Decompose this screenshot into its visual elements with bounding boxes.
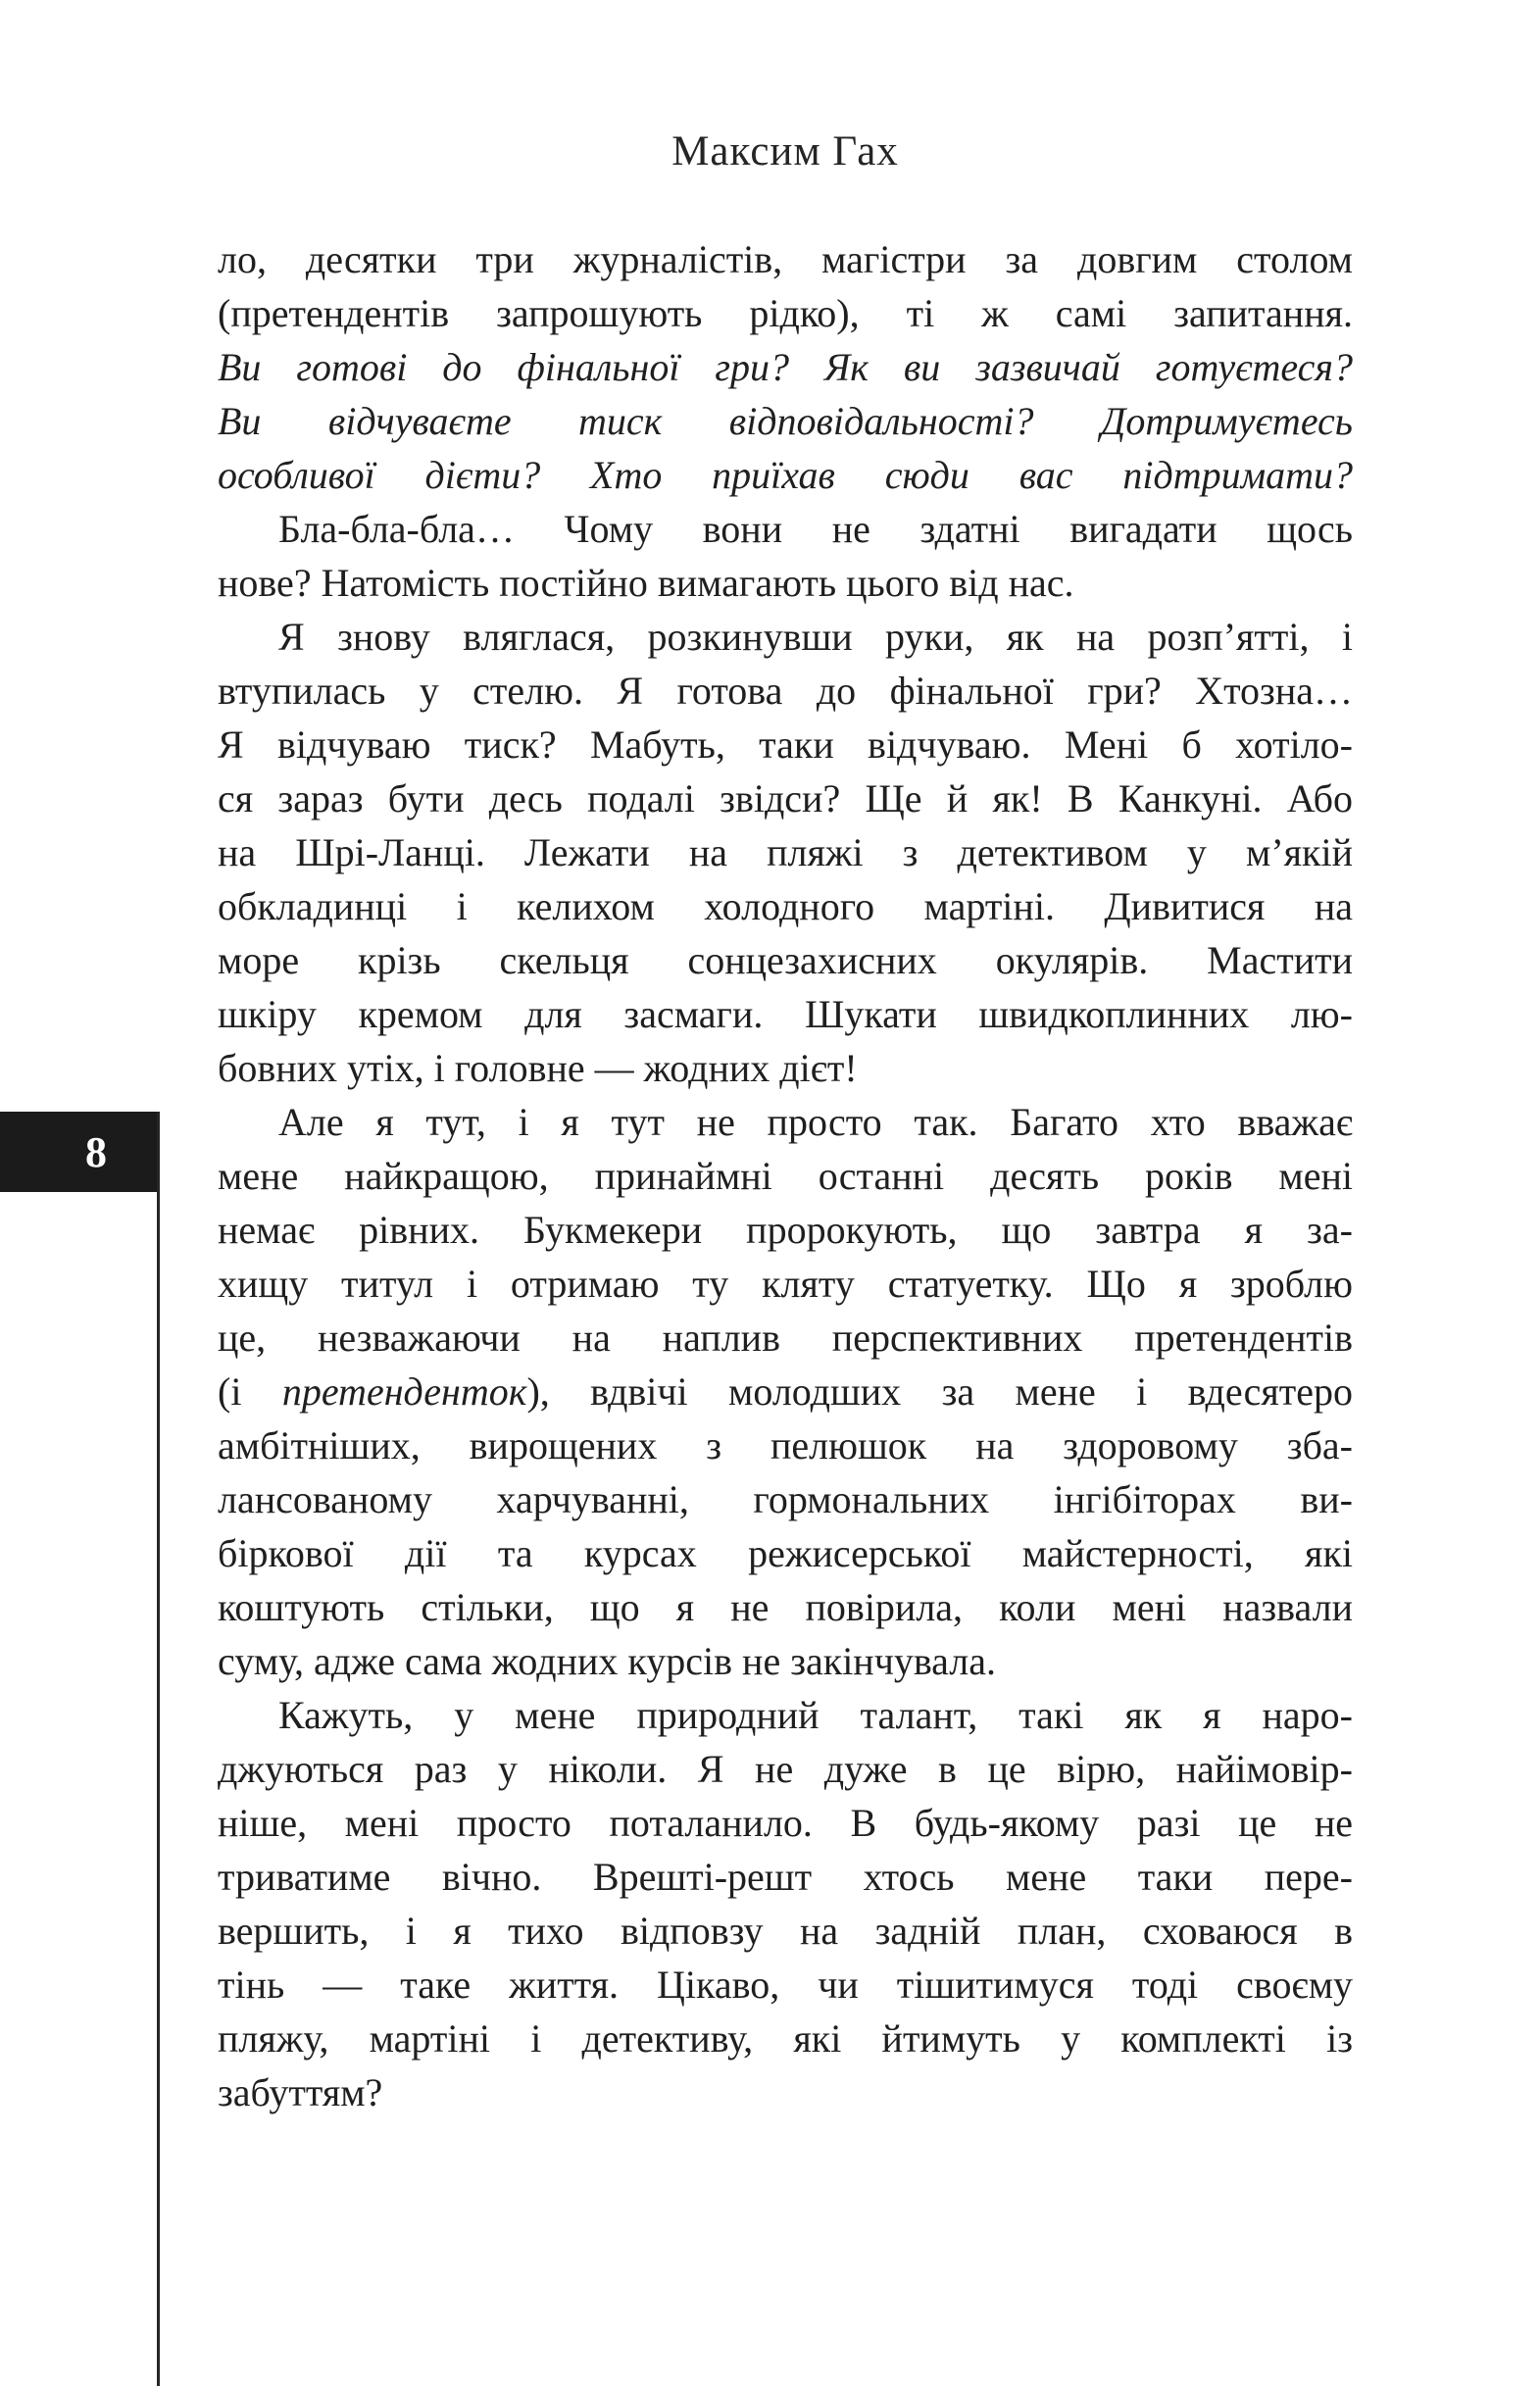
text-line <box>218 1257 1353 1311</box>
text-line <box>218 771 1353 825</box>
text-segment: лансованому харчуванні, гормональних інгібіторах ви- <box>218 1477 1353 1521</box>
text-segment: ся зараз бути десь подалі звідси? Ще й як! В Канкуні. Або <box>218 776 1353 820</box>
text-segment: втупилась у стелю. Я готова до фінальної гри? Хтозна… <box>218 669 1353 713</box>
text-line <box>218 1041 1353 1095</box>
text-segment: немає рівних. Букмекери пророкують, що завтра я за- <box>218 1208 1353 1252</box>
text-line <box>218 286 1353 340</box>
text-line <box>218 1634 1353 1688</box>
text-line <box>218 394 1353 448</box>
text-line <box>218 1526 1353 1580</box>
text-line <box>218 2065 1353 2119</box>
text-segment: на Шрі-Ланці. Лежати на пляжі з детективом у м’якій <box>218 830 1353 874</box>
text-line <box>218 448 1353 502</box>
text-line <box>218 1742 1353 1796</box>
text-segment: (претендентів запрошують рідко), ті ж самі запитання. <box>218 291 1353 335</box>
text-segment: Бла-бла-бла… Чому вони не здатні вигадати щось <box>278 507 1353 551</box>
text-segment: це, незважаючи на наплив перспективних претендентів <box>218 1316 1353 1360</box>
text-segment-italic: претенденток <box>281 1369 527 1414</box>
text-segment-italic: Ви відчуваєте тиск відповідальності? Дотримуєтесь <box>218 399 1353 443</box>
text-segment: Кажуть, у мене природний талант, такі як я наро- <box>278 1693 1353 1737</box>
text-line <box>218 664 1353 718</box>
text-segment: обкладинці і келихом холодного мартіні. Дивитися на <box>218 884 1353 928</box>
text-segment: коштують стільки, що я не повірила, коли мені назвали <box>218 1585 1353 1629</box>
text-segment: шкіру кремом для засмаги. Шукати швидкоплинних лю- <box>218 992 1353 1036</box>
text-segment: джуються раз у ніколи. Я не дуже в це вірю, найімовір- <box>218 1747 1353 1791</box>
text-block <box>218 232 1353 2119</box>
text-line <box>218 718 1353 771</box>
text-line <box>218 2012 1353 2065</box>
text-line <box>218 232 1353 286</box>
text-line <box>218 1095 1353 1149</box>
text-segment: ), вдвічі молодших за мене і вдесятеро <box>526 1369 1354 1414</box>
text-line <box>218 933 1353 987</box>
text-line <box>218 1958 1353 2012</box>
text-line <box>218 879 1353 933</box>
text-line <box>218 610 1353 664</box>
text-line <box>218 987 1353 1041</box>
text-segment: триватиме вічно. Врешті-решт хтось мене таки пере- <box>218 1855 1353 1899</box>
text-segment: суму, адже сама жодних курсів не закінчувала. <box>218 1639 997 1683</box>
text-line <box>218 1311 1353 1365</box>
page-number-tab <box>0 1112 159 1192</box>
text-line <box>218 1688 1353 1742</box>
text-segment: мене найкращою, принаймні останні десять років мені <box>218 1154 1353 1198</box>
text-segment: ніше, мені просто поталанило. В будь-якому разі це не <box>218 1801 1353 1845</box>
text-line <box>218 1796 1353 1850</box>
text-line <box>218 1365 1353 1418</box>
running-header: Максим Гах <box>671 128 899 174</box>
text-segment: море крізь скельця сонцезахисних окулярів. Мастити <box>218 938 1353 982</box>
text-line <box>218 502 1353 556</box>
text-line <box>218 1904 1353 1958</box>
text-line <box>218 1580 1353 1634</box>
text-line <box>218 1850 1353 1904</box>
text-line <box>218 1418 1353 1472</box>
text-segment: тінь — таке життя. Цікаво, чи тішитимуся тоді своєму <box>218 1963 1353 2007</box>
vertical-rule <box>157 1112 160 2386</box>
text-segment: амбітніших, вирощених з пелюшок на здоровому зба- <box>218 1423 1353 1467</box>
text-segment: нове? Натомість постійно вимагають цього від нас. <box>218 561 1074 605</box>
text-line <box>218 1149 1353 1203</box>
text-segment: бовних утіх, і головне — жодних дієт! <box>218 1046 858 1090</box>
text-segment: біркової дії та курсах режисерської майстерності, які <box>218 1531 1353 1575</box>
text-line <box>218 825 1353 879</box>
text-segment: хищу титул і отримаю ту кляту статуетку. Що я зроблю <box>218 1262 1353 1306</box>
text-segment: (і <box>218 1369 282 1414</box>
text-segment: вершить, і я тихо відповзу на задній план, сховаюся в <box>218 1909 1353 1953</box>
text-segment: ло, десятки три журналістів, магістри за довгим столом <box>218 237 1353 281</box>
text-line <box>218 1472 1353 1526</box>
text-segment: Я відчуваю тиск? Мабуть, таки відчуваю. Мені б хотіло- <box>218 722 1353 767</box>
text-segment: Я знову вляглася, розкинувши руки, як на розп’ятті, і <box>278 615 1353 659</box>
text-segment-italic: особливої дієти? Хто приїхав сюди вас підтримати? <box>218 453 1353 497</box>
text-segment: Але я тут, і я тут не просто так. Багато хто вважає <box>278 1100 1353 1144</box>
text-segment-italic: Ви готові до фінальної гри? Як ви зазвичай готуєтеся? <box>218 345 1353 389</box>
text-segment: забуттям? <box>218 2070 383 2114</box>
page-number: 8 <box>85 1127 107 1176</box>
text-line <box>218 1203 1353 1257</box>
text-line <box>218 340 1353 394</box>
text-segment: пляжу, мартіні і детективу, які йтимуть у комплекті із <box>218 2016 1353 2061</box>
text-line <box>218 556 1353 610</box>
